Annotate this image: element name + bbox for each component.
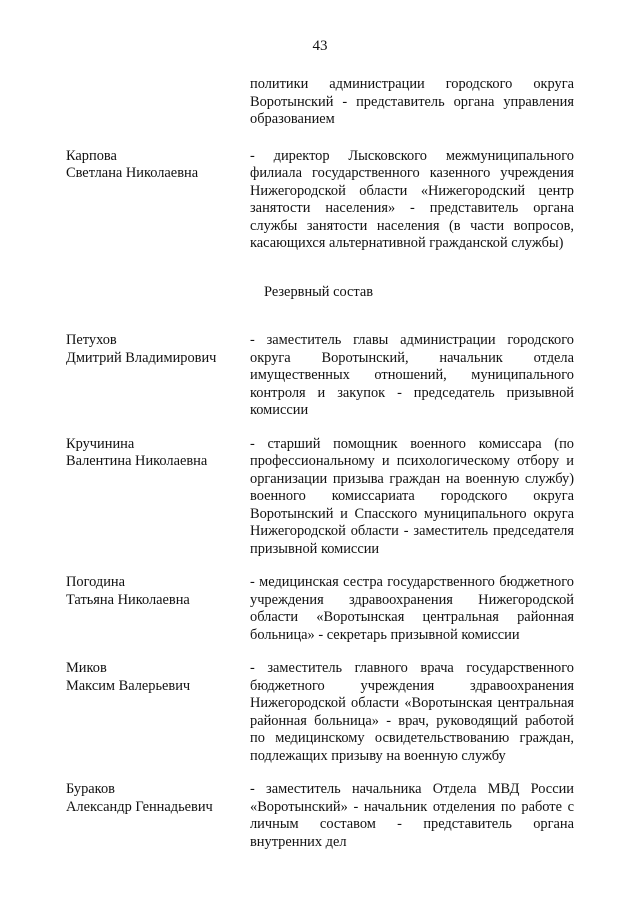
member-role: - заместитель начальника Отдела МВД России «Воротынский» - начальник отделения по работе с личным составом - представитель органа внутренних дел <box>250 781 574 850</box>
section-title-reserve: Резервный состав <box>264 283 374 300</box>
member-given-names: Дмитрий Владимирович <box>66 349 217 366</box>
member-given-names: Светлана Николаевна <box>66 165 199 181</box>
member-role: - директор Лысковского межмуниципального филиала государственного казенного учреждения Нижегородской области «Нижегородский центр занятости населения» - представитель органа службы занятости населения (в части вопросов, касающихся альтернативной гражданской службы) <box>250 147 574 251</box>
member-surname: Кручинина <box>66 435 135 452</box>
member-row-pogodina <box>66 574 574 644</box>
member-given-names: Максим Валерьевич <box>66 677 191 694</box>
member-surname: Бураков <box>66 781 115 797</box>
document-body <box>66 76 574 851</box>
member-name <box>66 574 250 609</box>
member-row-mikov <box>66 660 574 765</box>
member-surname: Петухов <box>66 332 117 348</box>
spacer <box>66 765 574 781</box>
spacer <box>66 129 574 148</box>
member-role: - старший помощник военного комиссара (по профессиональному и психологическому отбору и организации призыва граждан на военную службу) военного комиссариата городского округа Воротынский и Спасского муниципального округа Нижегородской области - заместитель председателя призывной комиссии <box>250 435 574 557</box>
spacer <box>66 420 574 436</box>
spacer <box>66 558 574 574</box>
member-row-kruchinina <box>66 436 574 559</box>
member-name <box>66 660 250 695</box>
continuation-row <box>66 76 574 129</box>
member-given-names: Александр Геннадьевич <box>66 798 213 815</box>
member-row-burakov <box>66 781 574 851</box>
member-given-names: Татьяна Николаевна <box>66 591 190 608</box>
member-role: - заместитель главного врача государственного бюджетного учреждения здравоохранения Нижегородской области «Воротынская центральная районная больница» - врач, руководящий работой по медицинскому освидетельствованию граждан, подлежащих призыву на военную службу <box>250 660 574 764</box>
member-name <box>66 781 250 816</box>
member-row-karpova <box>66 148 574 253</box>
member-role: - медицинская сестра государственного бюджетного учреждения здравоохранения Нижегородской области «Воротынская центральная районная больница» - секретарь призывной комиссии <box>250 574 574 643</box>
member-name <box>66 436 250 471</box>
member-given-names: Валентина Николаевна <box>66 453 208 469</box>
member-name <box>66 332 250 367</box>
member-surname: Карпова <box>66 147 117 164</box>
member-name <box>66 148 250 183</box>
member-row-petukhov <box>66 332 574 420</box>
member-role: политики администрации городского округа Воротынский - представитель органа управления образованием <box>250 76 574 127</box>
member-role: - заместитель главы администрации городского округа Воротынский, начальник отдела имущественных отношений, муниципального контроля и закупок - председатель призывной комиссии <box>250 332 574 418</box>
member-surname: Миков <box>66 660 107 676</box>
page-number: 43 <box>312 38 328 54</box>
member-surname: Погодина <box>66 574 126 590</box>
spacer <box>66 644 574 660</box>
